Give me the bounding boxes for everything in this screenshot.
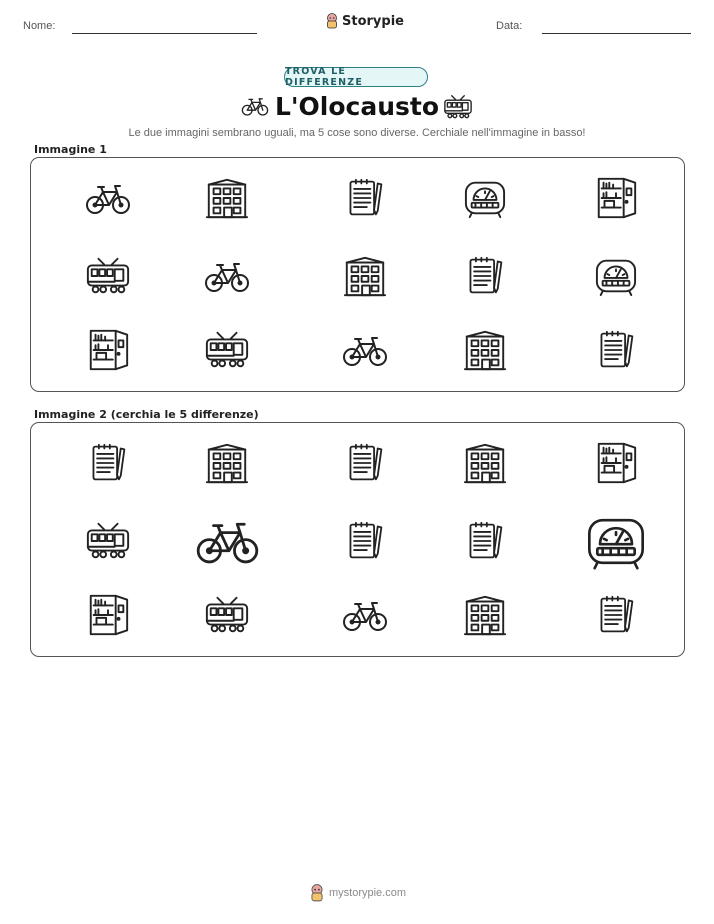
- panel2-label: Immagine 2 (cerchia le 5 differenze): [34, 408, 259, 421]
- notepad-icon[interactable]: [345, 441, 385, 485]
- tram-icon[interactable]: [85, 521, 131, 561]
- cabinet-icon[interactable]: [593, 440, 639, 486]
- bicycle-icon: [203, 256, 251, 296]
- notepad-icon: [596, 328, 636, 372]
- radio-icon: [593, 255, 639, 297]
- title-tram-icon: [443, 94, 473, 120]
- building-icon: [204, 175, 250, 221]
- cabinet-icon[interactable]: [85, 592, 131, 638]
- tram-icon: [85, 256, 131, 296]
- name-label: Nome:: [23, 20, 56, 32]
- tram-icon: [204, 330, 250, 370]
- activity-badge: TROVA LE DIFFERENZE: [284, 67, 428, 87]
- panel2-image[interactable]: [30, 422, 685, 657]
- radio-icon: [462, 177, 508, 219]
- cabinet-icon: [593, 175, 639, 221]
- bicycle-icon: [84, 178, 132, 218]
- notepad-icon[interactable]: [345, 519, 385, 563]
- building-icon[interactable]: [462, 592, 508, 638]
- panel1-label: Immagine 1: [34, 143, 107, 156]
- building-icon: [342, 253, 388, 299]
- footer-site[interactable]: mystorypie.com: [329, 887, 407, 899]
- notepad-icon[interactable]: [596, 593, 636, 637]
- instructions: Le due immagini sembrano uguali, ma 5 cose sono diverse. Cerchiale nell'immagine in basso!: [128, 127, 586, 139]
- bicycle-icon[interactable]: [341, 595, 389, 635]
- brand-name: Storypie: [342, 13, 404, 29]
- radio-icon[interactable]: [584, 512, 648, 571]
- storypie-mascot-icon: [309, 884, 325, 902]
- tram-icon[interactable]: [204, 595, 250, 635]
- page-title: L'Olocausto: [274, 92, 440, 121]
- notepad-icon: [345, 176, 385, 220]
- notepad-icon: [465, 254, 505, 298]
- name-line[interactable]: [72, 33, 257, 34]
- bicycle-icon[interactable]: [194, 513, 261, 569]
- notepad-icon[interactable]: [465, 519, 505, 563]
- storypie-mascot-icon: [325, 13, 339, 29]
- notepad-icon[interactable]: [88, 441, 128, 485]
- building-icon[interactable]: [204, 440, 250, 486]
- footer: [309, 884, 406, 902]
- panel1-image: [30, 157, 685, 392]
- cabinet-icon: [85, 327, 131, 373]
- building-icon: [462, 327, 508, 373]
- building-icon[interactable]: [462, 440, 508, 486]
- date-line[interactable]: [542, 33, 691, 34]
- bicycle-icon: [341, 330, 389, 370]
- date-label: Data:: [496, 20, 523, 32]
- brand-logo: [325, 13, 404, 29]
